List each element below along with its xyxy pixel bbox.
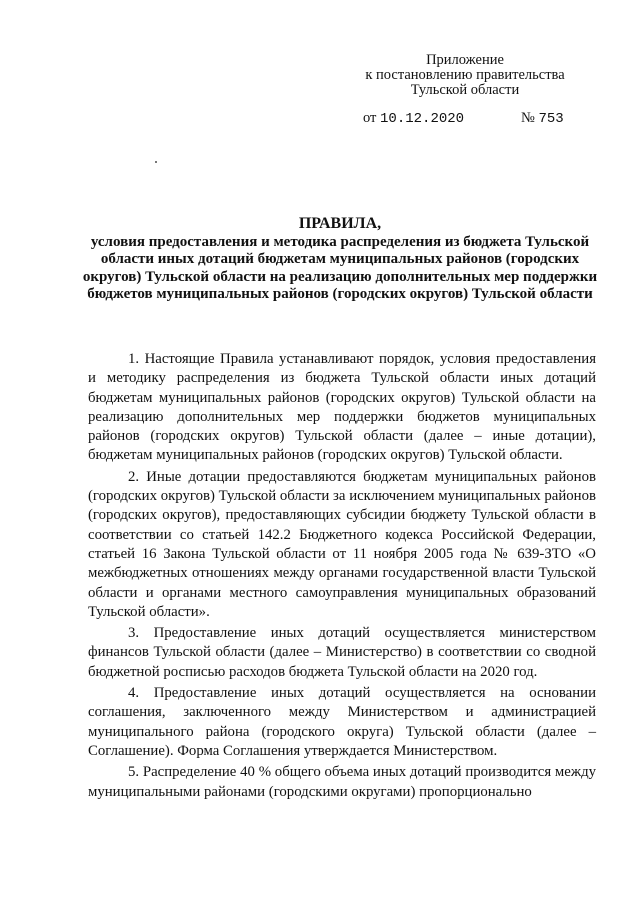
scan-speck: [155, 161, 157, 163]
document-title: [80, 215, 600, 304]
annex-line-2: к постановлению правительства: [365, 67, 565, 83]
paragraph-1: 1. Настоящие Правила устанавливают порядок, условия предоставления и методику распределения из бюджета Тульской области иных дотаций бюджетам муниципальных районов (городских округов) Тульской области на реализацию дополнительных мер поддержки бюджетов муниципальных районов (городских округов) Тульской области (далее – иные дотации), бюджетам муниципальных районов (городских округов) Тульской области.: [88, 351, 596, 464]
document-number: 753: [538, 111, 564, 127]
paragraph-5: 5. Распределение 40 % общего объема иных дотаций производится между муниципальными районами (городскими округами) пропорционально: [88, 764, 596, 800]
title-main: ПРАВИЛА,: [298, 215, 382, 232]
document-date: 10.12.2020: [380, 111, 465, 127]
paragraph-4: 4. Предоставление иных дотаций осуществляется на основании соглашения, заключенного между Министерством и администрацией муниципального района (городского округа) Тульской области (далее – Соглашение). Форма Соглашения утверждается Министерством.: [88, 685, 596, 759]
document-body: [88, 350, 596, 802]
annex-header: [340, 53, 590, 98]
date-prefix: от: [363, 110, 377, 126]
document-dateline: [363, 110, 564, 127]
number-sign: №: [521, 110, 535, 126]
title-subtitle: условия предоставления и методика распределения из бюджета Тульской области иных дотаций бюджетам муниципальных районов (городских округов) Тульской области на реализацию дополнительных мер поддержки бюджетов муниципальных районов (городских округов) Тульской области: [82, 233, 598, 302]
paragraph-3: 3. Предоставление иных дотаций осуществляется министерством финансов Тульской области (далее – Министерство) в соответствии со сводной бюджетной росписью расходов бюджета Тульской области на 2020 год.: [88, 625, 596, 680]
document-number-group: [521, 110, 564, 127]
annex-line-3: Тульской области: [410, 82, 520, 98]
paragraph-2: 2. Иные дотации предоставляются бюджетам муниципальных районов (городских округов) Тульской области за исключением муниципальных районов (городских округов), предоставляющих субсидии бюджету Тульской области в соответствии со статьей 142.2 Бюджетного кодекса Российской Федерации, статьей 16 Закона Тульской области от 11 ноября 2005 года № 639-ЗТО «О межбюджетных отношениях между органами государственной власти Тульской области и органами местного самоуправления муниципальных образований Тульской области».: [88, 468, 596, 620]
annex-line-1: Приложение: [426, 52, 504, 68]
